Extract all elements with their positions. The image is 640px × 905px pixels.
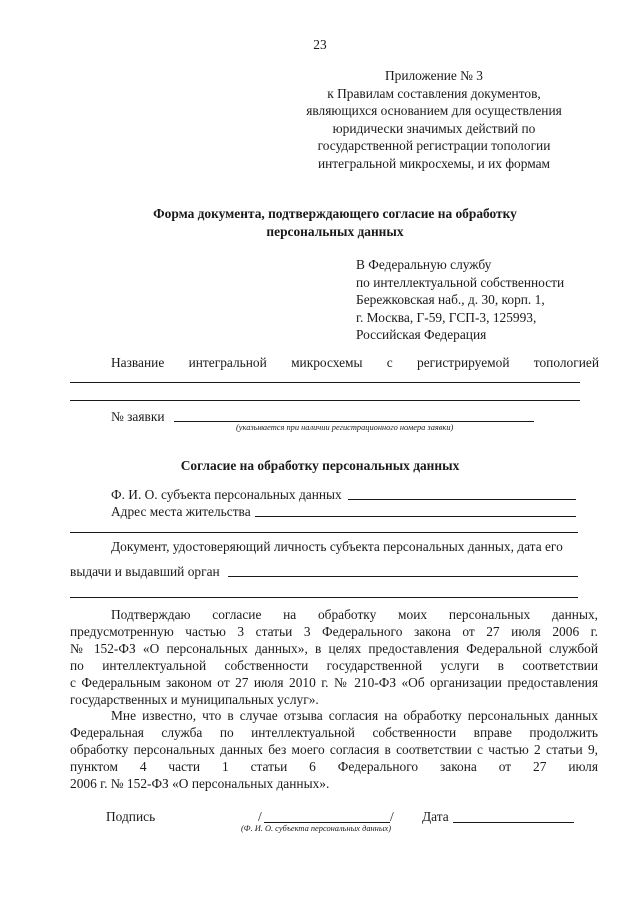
chip-name-field-2[interactable] [70, 400, 580, 401]
paragraph-line: Федеральная служба по интеллектуальной собственности вправе продолжить [70, 725, 598, 740]
addressee-line: г. Москва, Г-59, ГСП-3, 125993, [356, 309, 537, 325]
subject-fio-label: Ф. И. О. субъекта персональных данных [111, 487, 342, 502]
paragraph-line: с Федеральным законом от 27 июля 2010 г. № 210-ФЗ «Об организации предоставления [70, 675, 598, 690]
consent-paragraph-2 [70, 707, 598, 792]
date-field[interactable] [453, 822, 574, 823]
addressee-line: Бережковская наб., д. 30, корп. 1, [356, 292, 545, 307]
form-title-line: персональных данных [266, 224, 404, 239]
id-document-label: Документ, удостоверяющий личность субъекта персональных данных, дата его [111, 539, 563, 554]
addressee-line: по интеллектуальной собственности [356, 274, 565, 290]
subject-address-field-2[interactable] [70, 532, 578, 533]
paragraph-line: предусмотренную частью 3 статьи 3 Федерального закона от 27 июля 2006 г. [70, 624, 598, 639]
form-title-line: Форма документа, подтверждающего согласие на обработку [153, 206, 517, 221]
signature-slash-left: / [258, 809, 262, 824]
addressee-line: Российская Федерация [356, 327, 487, 342]
subject-address-field[interactable] [255, 516, 576, 517]
appendix-line: юридически значимых действий по [332, 120, 536, 136]
chip-name-word: регистрируемой [417, 355, 510, 370]
addressee-line: В Федеральную службу [356, 257, 492, 272]
chip-name-label [111, 354, 599, 371]
appendix-line: государственной регистрации топологии [317, 138, 551, 153]
paragraph-line: по интеллектуальной собственности государственной услуги в соответствии [70, 658, 598, 673]
addressee-block [356, 256, 564, 344]
paragraph-line: 2006 г. № 152-ФЗ «О персональных данных». [70, 776, 330, 791]
date-label: Дата [422, 809, 449, 824]
chip-name-word: интегральной [188, 355, 267, 370]
application-number-field[interactable] [174, 421, 534, 422]
id-document-field-2[interactable] [70, 597, 578, 598]
appendix-line: являющихся основанием для осуществления [306, 103, 562, 118]
paragraph-line: обработку персональных данных без моего согласия в соответствии с частью 2 статьи 9, [70, 742, 598, 757]
paragraph-line: № 152-ФЗ «О персональных данных», в целях предоставления Федеральной службой [70, 641, 598, 656]
page-number: 23 [313, 37, 327, 52]
chip-name-field[interactable] [70, 382, 580, 383]
consent-title: Согласие на обработку персональных данных [180, 458, 460, 473]
signature-slash-right: / [390, 809, 394, 824]
appendix-line: Приложение № 3 [384, 68, 484, 83]
signature-field[interactable] [264, 822, 390, 823]
subject-address-label: Адрес места жительства [111, 504, 251, 519]
paragraph-line: государственных и муниципальных услуг». [70, 692, 319, 707]
signature-label: Подпись [106, 809, 156, 824]
application-number-label: № заявки [111, 409, 165, 424]
appendix-header [300, 67, 568, 172]
id-document-label-2: выдачи и выдавший орган [70, 564, 220, 579]
signature-hint: (Ф. И. О. субъекта персональных данных) [241, 824, 392, 833]
appendix-line: к Правилам составления документов, [327, 85, 541, 101]
paragraph-line: Подтверждаю согласие на обработку моих персональных данных, [111, 607, 598, 622]
consent-paragraph-1 [70, 606, 598, 708]
chip-name-word: микросхемы [291, 355, 363, 370]
chip-name-word: топологией [533, 355, 599, 370]
paragraph-line: Мне известно, что в случае отзыва согласия на обработку персональных данных [111, 708, 598, 723]
chip-name-word: Название [111, 355, 165, 370]
application-number-hint: (указывается при наличии регистрационного номера заявки) [236, 423, 454, 432]
id-document-field[interactable] [228, 576, 578, 577]
subject-fio-field[interactable] [348, 499, 576, 500]
appendix-line: интегральной микросхемы, и их формам [317, 155, 551, 171]
paragraph-line: пунктом 4 части 1 статьи 6 Федерального закона от 27 июля [70, 759, 598, 774]
form-title [70, 205, 600, 241]
chip-name-word: с [386, 355, 393, 370]
